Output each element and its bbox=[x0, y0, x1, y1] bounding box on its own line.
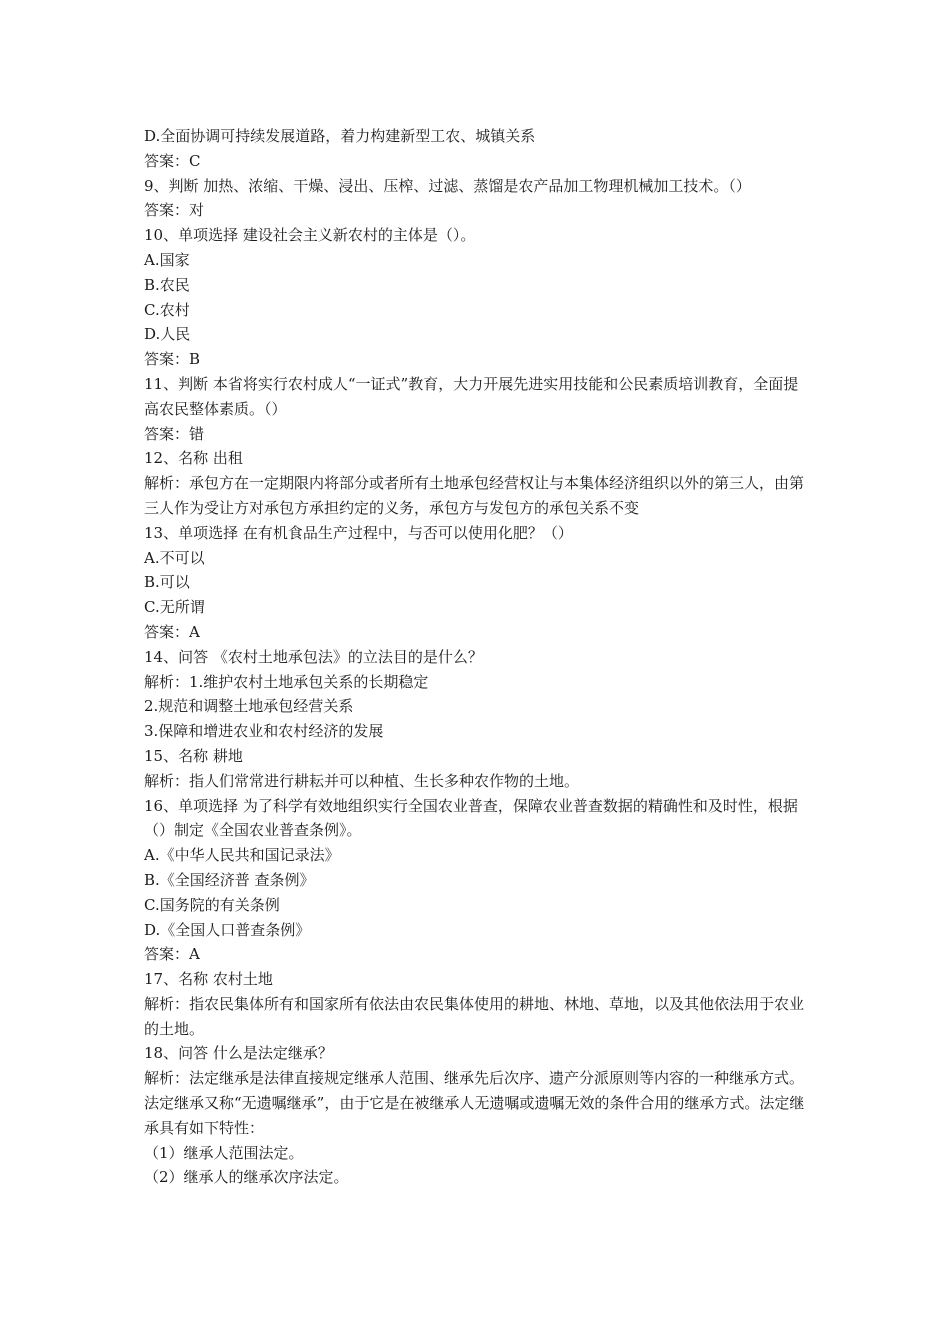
option-text: B.农民 bbox=[144, 275, 190, 294]
document-body bbox=[144, 124, 809, 1190]
explanation-text: 解析：指人们常常进行耕耘并可以种植、生长多种农作物的土地。 bbox=[144, 771, 580, 790]
option-text: B.《全国经济普 查条例》 bbox=[144, 870, 315, 889]
explanation-text: 3.保障和增进农业和农村经济的发展 bbox=[144, 722, 384, 741]
question-12: 12、名称 出租 bbox=[144, 449, 243, 468]
option-text: D.人民 bbox=[144, 325, 191, 344]
question-17: 17、名称 农村土地 bbox=[144, 970, 273, 989]
answer-text: 答案：A bbox=[144, 622, 200, 641]
explanation-text: 解析：1.维护农村土地承包关系的长期稳定 bbox=[144, 672, 429, 691]
option-text: C.国务院的有关条例 bbox=[144, 895, 280, 914]
answer-text: 答案：B bbox=[144, 350, 201, 369]
question-11: 11、判断 本省将实行农村成人“一证式”教育，大力开展先进实用技能和公民素质培训教育，全面提高农民整体素质。（） bbox=[144, 374, 799, 418]
option-text: A.《中华人民共和国记录法》 bbox=[144, 846, 340, 865]
question-15: 15、名称 耕地 bbox=[144, 746, 243, 765]
explanation-text: （1）继承人范围法定。 bbox=[144, 1143, 304, 1162]
explanation-text: （2）继承人的继承次序法定。 bbox=[144, 1168, 349, 1187]
question-16: 16、单项选择 为了科学有效地组织实行全国农业普查，保障农业普查数据的精确性和及时性，根据（）制定《全国农业普查条例》。 bbox=[144, 796, 798, 840]
question-10: 10、单项选择 建设社会主义新农村的主体是（）。 bbox=[144, 226, 476, 245]
answer-text: 答案：错 bbox=[144, 424, 205, 443]
explanation-text: 解析：法定继承是法律直接规定继承人范围、继承先后次序、遗产分派原则等内容的一种继承方式。法定继承又称“无遗嘱继承”，由于它是在被继承人无遗嘱或遗嘱无效的条件合用的继承方式。法定继承具有如下特性： bbox=[144, 1069, 805, 1137]
question-18: 18、问答 什么是法定继承？ bbox=[144, 1044, 333, 1063]
option-text: C.无所谓 bbox=[144, 598, 205, 617]
option-text: B.可以 bbox=[144, 573, 190, 592]
option-text: A.国家 bbox=[144, 250, 190, 269]
explanation-text: 2.规范和调整土地承包经营关系 bbox=[144, 697, 354, 716]
question-14: 14、问答 《农村土地承包法》的立法目的是什么？ bbox=[144, 647, 483, 666]
explanation-text: 解析：指农民集体所有和国家所有依法由农民集体使用的耕地、林地、草地，以及其他依法用于农业的土地。 bbox=[144, 994, 805, 1038]
answer-text: 答案：C bbox=[144, 151, 201, 170]
question-9: 9、判断 加热、浓缩、干燥、浸出、压榨、过滤、蒸馏是农产品加工物理机械加工技术。（） bbox=[144, 176, 751, 195]
option-text: D.《全国人口普查条例》 bbox=[144, 920, 311, 939]
answer-text: 答案：对 bbox=[144, 201, 205, 220]
answer-text: 答案：A bbox=[144, 945, 200, 964]
question-13: 13、单项选择 在有机食品生产过程中，与否可以使用化肥？（） bbox=[144, 523, 573, 542]
explanation-text: 解析：承包方在一定期限内将部分或者所有土地承包经营权让与本集体经济组织以外的第三人，由第三人作为受让方对承包方承担约定的义务，承包方与发包方的承包关系不变 bbox=[144, 474, 805, 517]
option-text: A.不可以 bbox=[144, 548, 205, 567]
option-text: D.全面协调可持续发展道路，着力构建新型工农、城镇关系 bbox=[144, 127, 536, 145]
option-text: C.农村 bbox=[144, 300, 190, 319]
